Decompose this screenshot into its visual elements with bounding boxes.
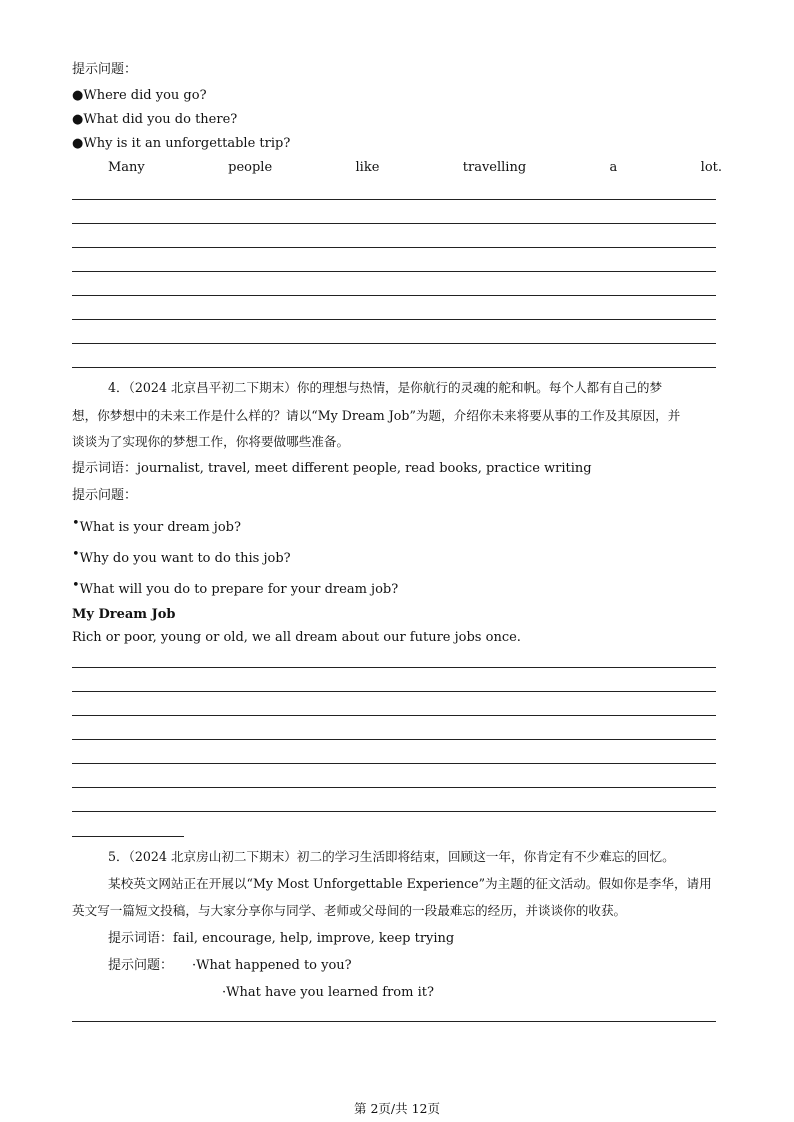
q4-prompt-line-3: 谈谈为了实现你的梦想工作，你将要做哪些准备。 bbox=[72, 434, 350, 449]
q3-hint-questions-label: 提示问题： bbox=[72, 62, 138, 77]
q5-hint-words: 提示词语：fail, encourage, help, improve, keep trying bbox=[108, 931, 455, 946]
q3-question-1: ●Where did you go? bbox=[72, 88, 207, 103]
q5-prompt-line-1: 5．（2024 北京房山初二下期末）初二的学习生活即将结束，回顾这一年，你肯定有不少难忘的回忆。 bbox=[108, 849, 675, 864]
q4-question-2-text: Why do you want to do this job? bbox=[79, 551, 291, 566]
q5-hint-questions-label: 提示问题： bbox=[108, 958, 174, 973]
q4-hint-words: 提示词语：journalist, travel, meet different people, read books, practice writing bbox=[72, 461, 592, 476]
answer-line[interactable] bbox=[72, 811, 716, 812]
answer-line-short[interactable] bbox=[72, 836, 184, 837]
page-number: 第 2页/共 12页 bbox=[353, 1101, 441, 1116]
answer-line[interactable] bbox=[72, 247, 716, 248]
starter-word: people bbox=[228, 160, 273, 175]
answer-line[interactable] bbox=[72, 763, 716, 764]
q4-hint-questions-label: 提示问题： bbox=[72, 488, 138, 503]
q5-prompt-line-3: 英文写一篇短文投稿，与大家分享你与同学、老师或父母间的一段最难忘的经历，并谈谈你的收获。 bbox=[72, 903, 627, 918]
answer-line[interactable] bbox=[72, 715, 716, 716]
q4-prompt-line-2: 想，你梦想中的未来工作是什么样的？请以“My Dream Job”为题，介绍你未来将要从事的工作及其原因，并 bbox=[72, 408, 681, 423]
q4-opening-sentence: Rich or poor, young or old, we all dream about our future jobs once. bbox=[72, 630, 521, 645]
starter-word: travelling bbox=[462, 160, 527, 175]
answer-line[interactable] bbox=[72, 667, 716, 668]
bullet-icon: • bbox=[72, 547, 80, 562]
starter-word: lot. bbox=[700, 160, 722, 175]
q5-question-1: ·What happened to you? bbox=[192, 958, 352, 973]
q4-question-3 bbox=[72, 578, 399, 598]
bullet-icon: • bbox=[72, 578, 80, 593]
answer-line[interactable] bbox=[72, 271, 716, 272]
q4-prompt-line-1: 4．（2024 北京昌平初二下期末）你的理想与热情，是你航行的灵魂的舵和帆。每个人都有自己的梦 bbox=[108, 380, 663, 395]
answer-line[interactable] bbox=[72, 223, 716, 224]
starter-word: Many bbox=[108, 160, 145, 175]
answer-line[interactable] bbox=[72, 343, 716, 344]
answer-line[interactable] bbox=[72, 319, 716, 320]
answer-line[interactable] bbox=[72, 199, 716, 200]
q5-prompt-line-2: 某校英文网站正在开展以“My Most Unforgettable Experience”为主题的征文活动。假如你是李华，请用 bbox=[108, 876, 712, 891]
q4-question-2 bbox=[72, 547, 291, 567]
bullet-icon: • bbox=[72, 516, 80, 531]
starter-word: a bbox=[609, 160, 618, 175]
q4-question-1-text: What is your dream job? bbox=[79, 520, 241, 535]
answer-line[interactable] bbox=[72, 295, 716, 296]
starter-word: like bbox=[355, 160, 380, 175]
answer-line[interactable] bbox=[72, 739, 716, 740]
q3-question-2: ●What did you do there? bbox=[72, 112, 238, 127]
answer-line[interactable] bbox=[72, 787, 716, 788]
answer-line[interactable] bbox=[72, 1021, 716, 1022]
q5-question-2: ·What have you learned from it? bbox=[222, 985, 434, 1000]
answer-line[interactable] bbox=[72, 691, 716, 692]
q4-question-3-text: What will you do to prepare for your dream job? bbox=[79, 582, 399, 597]
q3-question-3: ●Why is it an unforgettable trip? bbox=[72, 136, 291, 151]
q4-question-1 bbox=[72, 516, 241, 536]
q4-essay-title: My Dream Job bbox=[72, 607, 176, 622]
q3-starter-sentence bbox=[108, 160, 722, 175]
answer-line[interactable] bbox=[72, 367, 716, 368]
